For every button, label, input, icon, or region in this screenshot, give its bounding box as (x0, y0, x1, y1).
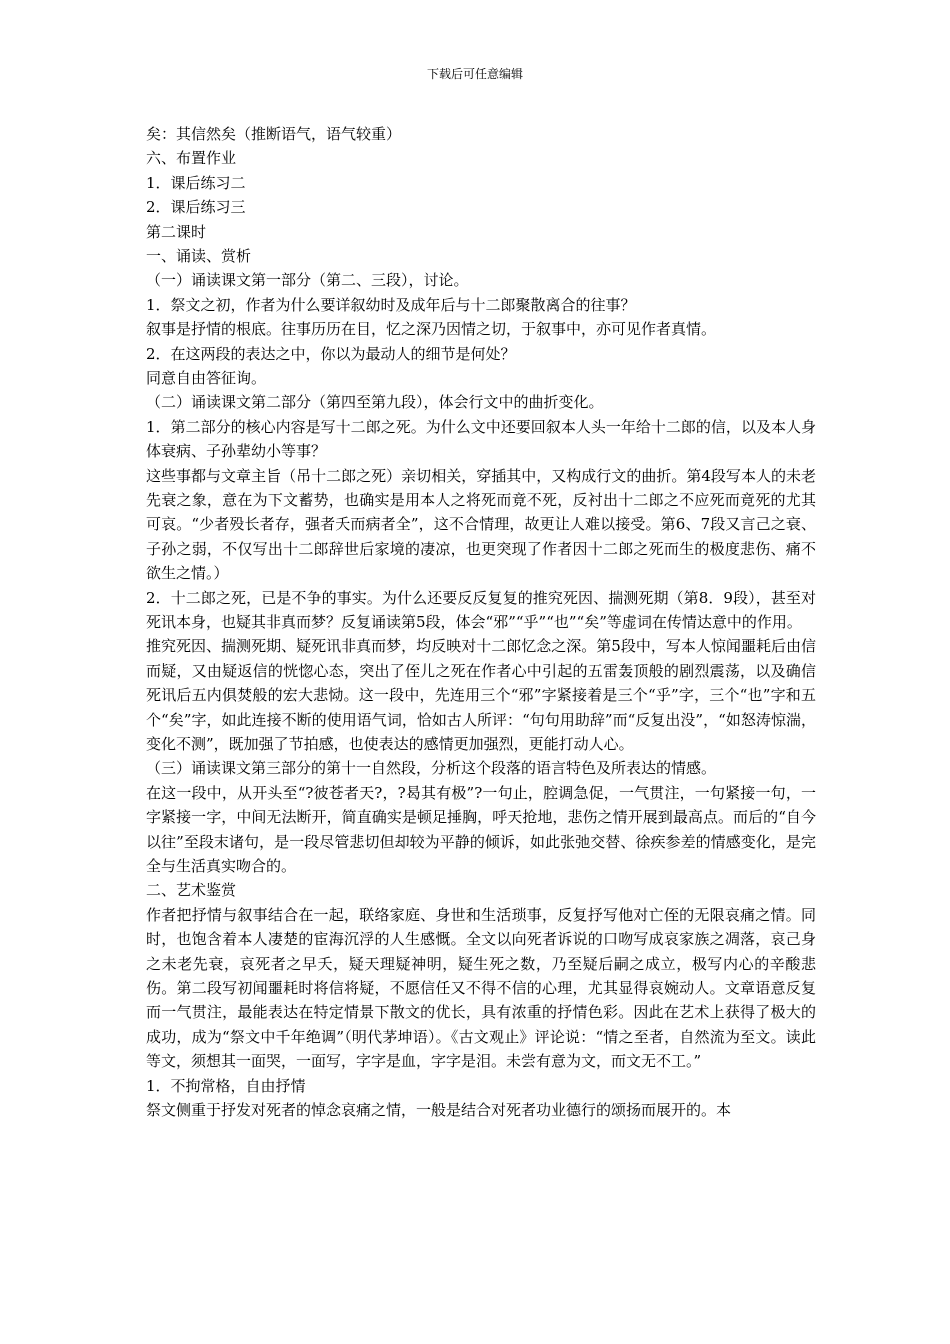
question-paragraph: 1．第二部分的核心内容是写十二郎之死。为什么文中还要回叙本人头一年给十二郎的信，以及本人身体衰病、子孙辈幼小等事？ (146, 417, 816, 461)
section-heading: 二、艺术鉴赏 (146, 881, 237, 900)
text-line: （二）诵读课文第二部分（第四至第九段），体会行文中的曲折变化。 (146, 393, 604, 412)
sub-heading: 1．不拘常格，自由抒情 (146, 1076, 306, 1095)
body-paragraph: 作者把抒情与叙事结合在一起，联络家庭、身世和生活琐事，反复抒写他对亡侄的无限哀痛之情。同时，也饱含着本人凄楚的宦海沉浮的人生感慨。全文以向死者诉说的口吻写成哀家族之凋落，哀己身之未老先衰，哀死者之早夭，疑天理疑神明，疑生死之数，乃至疑后嗣之成立，极写内心的辛酸悲伤。第二段写初闻噩耗时将信将疑，不愿信任又不得不信的心理，尤其显得哀婉动人。文章语意反复而一气贯注，最能表达在特定情景下散文的优长，具有浓重的抒情色彩。因此在艺术上获得了极大的成功，成为“祭文中千年绝调”（明代茅坤语）。《古文观止》评论说：“情之至者，自然流为至文。读此等文，须想其一面哭，一面写，字字是血，字字是泪。未尝有意为文，而文无不工。” (146, 905, 816, 1071)
text-line: 叙事是抒情的根底。往事历历在目，忆之深乃因情之切，于叙事中，亦可见作者真情。 (146, 320, 717, 339)
body-paragraph: 祭文侧重于抒发对死者的悼念哀痛之情，一般是结合对死者功业德行的颂扬而展开的。本 (146, 1101, 732, 1120)
question-line: 2．在这两段的表达之中，你以为最动人的细节是何处？ (146, 344, 516, 363)
page-header: 下载后可任意编辑 (426, 67, 523, 81)
text-line: 同意自由答征询。 (146, 368, 267, 387)
text-line: （一）诵读课文第一部分（第二、三段），讨论。 (146, 271, 469, 290)
body-paragraph: 推究死因、揣测死期、疑死讯非真而梦，均反映对十二郎忆念之深。第5段中，写本人惊闻噩耗后由信而疑，又由疑返信的恍惚心态，突出了侄儿之死在作者心中引起的五雷轰顶般的剧烈震荡，以及确信死讯后五内俱焚般的宏大悲恸。这一段中，先连用三个“邪”字紧接着是三个“乎”字，三个“也”字和五个“矣”字，如此连接不断的使用语气词，恰如古人所评：“句句用助辞”而“反复出没”，“如怒涛惊湍，变化不测”，既加强了节拍感，也使表达的感情更加强烈，更能打动人心。 (146, 637, 816, 753)
question-line: 1．祭文之初，作者为什么要详叙幼时及成年后与十二郎聚散离合的往事？ (146, 295, 636, 314)
text-line: （三）诵读课文第三部分的第十一自然段，分析这个段落的语言特色及所表达的情感。 (146, 759, 717, 778)
body-paragraph: 这些事都与文章主旨（吊十二郎之死）亲切相关，穿插其中，又构成行文的曲折。第4段写本人的未老先衰之象，意在为下文蓄势，也确实是用本人之将死而竟不死，反衬出十二郎之不应死而竟死的尤其可哀。“少者殁长者存，强者夭而病者全”，这不合情理，故更让人难以接受。第6、7段又言己之衰、子孙之弱，不仅写出十二郎辞世后家境的凄凉，也更突现了作者因十二郎之死而生的极度悲伤、痛不欲生之情。） (146, 466, 816, 583)
body-paragraph: 在这一段中，从开头至“?彼苍者天?，?曷其有极”?一句止，腔调急促，一气贯注，一句紧接一句，一字紧接一字，中间无法断开，简直确实是顿足捶胸，呼天抢地，悲伤之情开展到最高点。而后的“自今以往”至段末诸句，是一段尽管悲切但却较为平静的倾诉，如此张弛交替、徐疾参差的情感变化，是完全与生活真实吻合的。 (146, 783, 816, 875)
document-body (146, 122, 816, 1122)
section-heading: 六、布置作业 (146, 149, 237, 168)
section-heading: 第二课时 (146, 222, 207, 241)
section-heading: 一、诵读、赏析 (146, 246, 252, 265)
question-paragraph: 2．十二郎之死，已是不争的事实。为什么还要反反复复的推究死因、揣测死期（第8．9段），甚至对死讯本身，也疑其非真而梦？反复诵读第5段，体会“邪”“乎”“也”“矣”等虚词在传情达意中的作用。 (146, 588, 816, 631)
text-line: 1．课后练习二 (146, 173, 246, 192)
text-line: 矣：其信然矣（推断语气，语气较重） (146, 125, 402, 143)
text-line: 2．课后练习三 (146, 198, 246, 217)
